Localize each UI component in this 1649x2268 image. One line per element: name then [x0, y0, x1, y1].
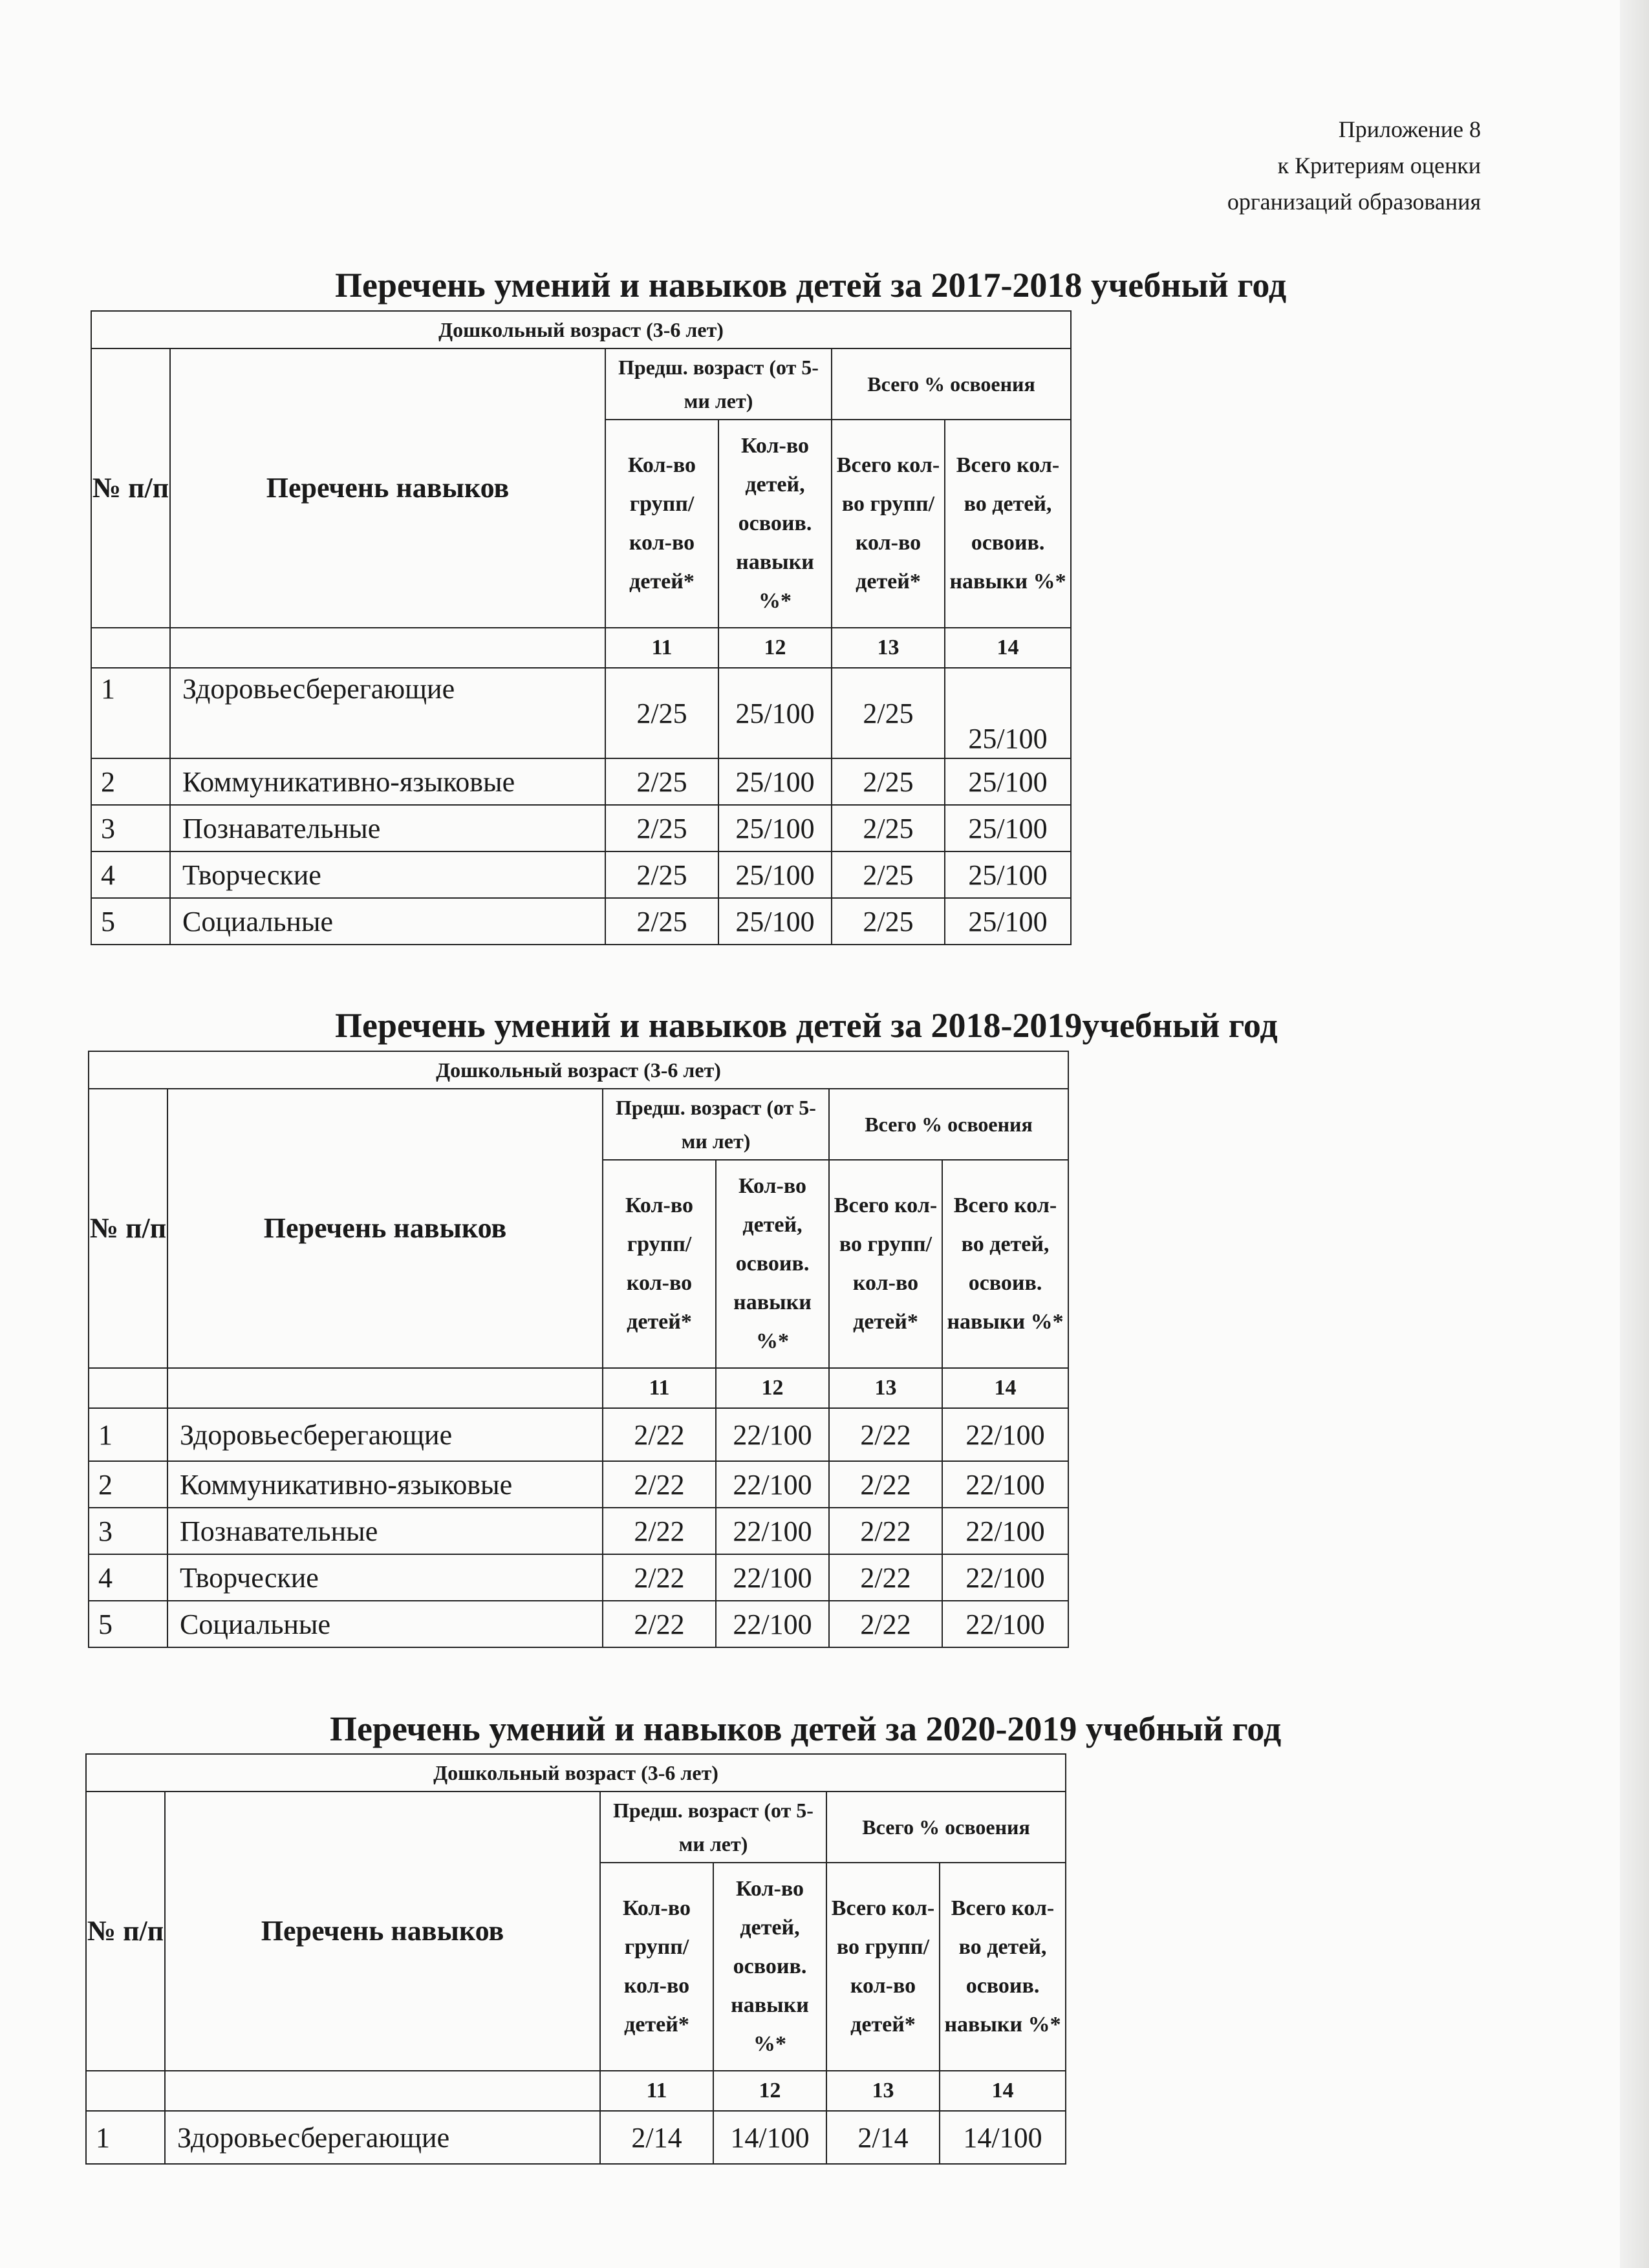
row-skill: Коммуникативно-языковые: [167, 1461, 603, 1508]
table-row: [91, 758, 1071, 805]
col-index-11: 11: [600, 2071, 713, 2111]
col11-title: Кол-во групп/ кол-во детей*: [600, 1863, 713, 2071]
appendix-note: [1227, 111, 1481, 220]
row-number: 1: [91, 668, 170, 758]
row-c11: 2/22: [603, 1461, 716, 1508]
col13-title: Всего кол-во групп/ кол-во детей*: [832, 420, 945, 628]
row-c11: 2/25: [605, 805, 718, 851]
row-number: 3: [91, 805, 170, 851]
row-c12: 22/100: [716, 1508, 829, 1554]
row-c11: 2/25: [605, 898, 718, 945]
row-c11: 2/25: [605, 758, 718, 805]
col-index-13: 13: [829, 1368, 942, 1408]
col-index-12: 12: [713, 2071, 826, 2111]
col-index-14: 14: [940, 2071, 1066, 2111]
row-c12: 14/100: [713, 2111, 826, 2164]
row-number: 3: [89, 1508, 167, 1554]
table-row: [91, 668, 1071, 758]
row-c11: 2/22: [603, 1508, 716, 1554]
col-index-13: 13: [826, 2071, 940, 2111]
scan-edge-shadow: [1620, 0, 1649, 2268]
total-mastery-header: Всего % освоения: [832, 348, 1071, 420]
row-c11: 2/22: [603, 1601, 716, 1647]
row-c14: 22/100: [942, 1601, 1068, 1647]
row-c14: 22/100: [942, 1554, 1068, 1601]
row-c13: 2/14: [826, 2111, 940, 2164]
num-header: № п/п: [89, 1089, 167, 1368]
row-c12: 25/100: [718, 668, 832, 758]
row-number: 4: [89, 1554, 167, 1601]
row-c14: 25/100: [945, 851, 1071, 898]
pre-school-age-header: Предш. возраст (от 5-ми лет): [603, 1089, 829, 1160]
table-row: [91, 805, 1071, 851]
table-row: [89, 1461, 1068, 1508]
col-index-13: 13: [832, 628, 945, 668]
col11-title: Кол-во групп/ кол-во детей*: [605, 420, 718, 628]
col-index-11: 11: [605, 628, 718, 668]
row-c11: 2/22: [603, 1554, 716, 1601]
section-title-2017-2018: Перечень умений и навыков детей за 2017-2018 учебный год: [335, 266, 1287, 305]
col-index-14: 14: [942, 1368, 1068, 1408]
col-index-11: 11: [603, 1368, 716, 1408]
pre-school-age-header: Предш. возраст (от 5-ми лет): [600, 1792, 826, 1863]
total-mastery-header: Всего % освоения: [826, 1792, 1066, 1863]
row-c13: 2/25: [832, 851, 945, 898]
row-c12: 25/100: [718, 851, 832, 898]
appendix-line-2: к Критериям оценки: [1277, 153, 1481, 178]
row-c11: 2/14: [600, 2111, 713, 2164]
col-index-12: 12: [716, 1368, 829, 1408]
col14-title: Всего кол-во детей, освоив. навыки %*: [945, 420, 1071, 628]
row-skill: Творческие: [167, 1554, 603, 1601]
table-row: [89, 1554, 1068, 1601]
section-title-2018-2019: Перечень умений и навыков детей за 2018-2019учебный год: [335, 1006, 1278, 1045]
row-skill: Здоровьесберегающие: [165, 2111, 600, 2164]
age-group-header: Дошкольный возраст (3-6 лет): [91, 311, 1071, 348]
col12-title: Кол-во детей, освоив. навыки %*: [718, 420, 832, 628]
row-c13: 2/22: [829, 1508, 942, 1554]
table-row: [89, 1601, 1068, 1647]
appendix-line-1: Приложение 8: [1338, 116, 1481, 142]
row-c12: 22/100: [716, 1461, 829, 1508]
num-header: № п/п: [86, 1792, 165, 2071]
row-c13: 2/22: [829, 1601, 942, 1647]
row-c14: 22/100: [942, 1508, 1068, 1554]
row-number: 5: [89, 1601, 167, 1647]
row-c14: 25/100: [945, 758, 1071, 805]
age-group-header: Дошкольный возраст (3-6 лет): [89, 1051, 1068, 1089]
row-c13: 2/25: [832, 898, 945, 945]
row-c12: 25/100: [718, 805, 832, 851]
skills-table-2018-2019: [88, 1051, 1069, 1648]
row-c11: 2/22: [603, 1408, 716, 1461]
row-c14: 25/100: [945, 805, 1071, 851]
row-c11: 2/25: [605, 668, 718, 758]
col-index-12: 12: [718, 628, 832, 668]
table-row: [91, 851, 1071, 898]
table-row: [89, 1408, 1068, 1461]
row-c13: 2/25: [832, 805, 945, 851]
row-c13: 2/25: [832, 758, 945, 805]
skills-index-empty: [170, 628, 605, 668]
row-c14: 22/100: [942, 1461, 1068, 1508]
num-index-empty: [91, 628, 170, 668]
row-skill: Познавательные: [170, 805, 605, 851]
num-index-empty: [86, 2071, 165, 2111]
skills-index-empty: [165, 2071, 600, 2111]
row-c12: 22/100: [716, 1554, 829, 1601]
row-c13: 2/22: [829, 1554, 942, 1601]
row-c14: 25/100: [945, 668, 1071, 758]
col14-title: Всего кол-во детей, освоив. навыки %*: [940, 1863, 1066, 2071]
row-number: 1: [89, 1408, 167, 1461]
row-number: 1: [86, 2111, 165, 2164]
col-index-14: 14: [945, 628, 1071, 668]
row-c14: 25/100: [945, 898, 1071, 945]
row-c13: 2/22: [829, 1408, 942, 1461]
row-skill: Социальные: [170, 898, 605, 945]
row-number: 5: [91, 898, 170, 945]
row-number: 2: [91, 758, 170, 805]
row-c14: 14/100: [940, 2111, 1066, 2164]
section-title-2020-2019: Перечень умений и навыков детей за 2020-2019 учебный год: [330, 1709, 1282, 1748]
row-number: 4: [91, 851, 170, 898]
row-skill: Коммуникативно-языковые: [170, 758, 605, 805]
table-row: [86, 2111, 1066, 2164]
row-skill: Творческие: [170, 851, 605, 898]
skills-table-2017-2018: [91, 310, 1072, 945]
row-skill: Социальные: [167, 1601, 603, 1647]
appendix-line-3: организаций образования: [1227, 189, 1481, 215]
skills-list-header: Перечень навыков: [170, 348, 605, 628]
row-c11: 2/25: [605, 851, 718, 898]
row-skill: Здоровьесберегающие: [170, 668, 605, 758]
row-number: 2: [89, 1461, 167, 1508]
row-c12: 25/100: [718, 898, 832, 945]
col11-title: Кол-во групп/ кол-во детей*: [603, 1160, 716, 1368]
col13-title: Всего кол-во групп/ кол-во детей*: [829, 1160, 942, 1368]
col12-title: Кол-во детей, освоив. навыки %*: [716, 1160, 829, 1368]
row-skill: Познавательные: [167, 1508, 603, 1554]
row-c12: 25/100: [718, 758, 832, 805]
row-c12: 22/100: [716, 1408, 829, 1461]
row-c12: 22/100: [716, 1601, 829, 1647]
skills-table-2020-2019: [85, 1753, 1066, 2165]
skills-list-header: Перечень навыков: [165, 1792, 600, 2071]
table-row: [91, 898, 1071, 945]
col12-title: Кол-во детей, освоив. навыки %*: [713, 1863, 826, 2071]
skills-index-empty: [167, 1368, 603, 1408]
row-c13: 2/22: [829, 1461, 942, 1508]
row-c14: 22/100: [942, 1408, 1068, 1461]
total-mastery-header: Всего % освоения: [829, 1089, 1068, 1160]
col14-title: Всего кол-во детей, освоив. навыки %*: [942, 1160, 1068, 1368]
pre-school-age-header: Предш. возраст (от 5-ми лет): [605, 348, 832, 420]
skills-list-header: Перечень навыков: [167, 1089, 603, 1368]
row-skill: Здоровьесберегающие: [167, 1408, 603, 1461]
num-header: № п/п: [91, 348, 170, 628]
age-group-header: Дошкольный возраст (3-6 лет): [86, 1754, 1066, 1792]
row-c13: 2/25: [832, 668, 945, 758]
col13-title: Всего кол-во групп/ кол-во детей*: [826, 1863, 940, 2071]
num-index-empty: [89, 1368, 167, 1408]
table-row: [89, 1508, 1068, 1554]
